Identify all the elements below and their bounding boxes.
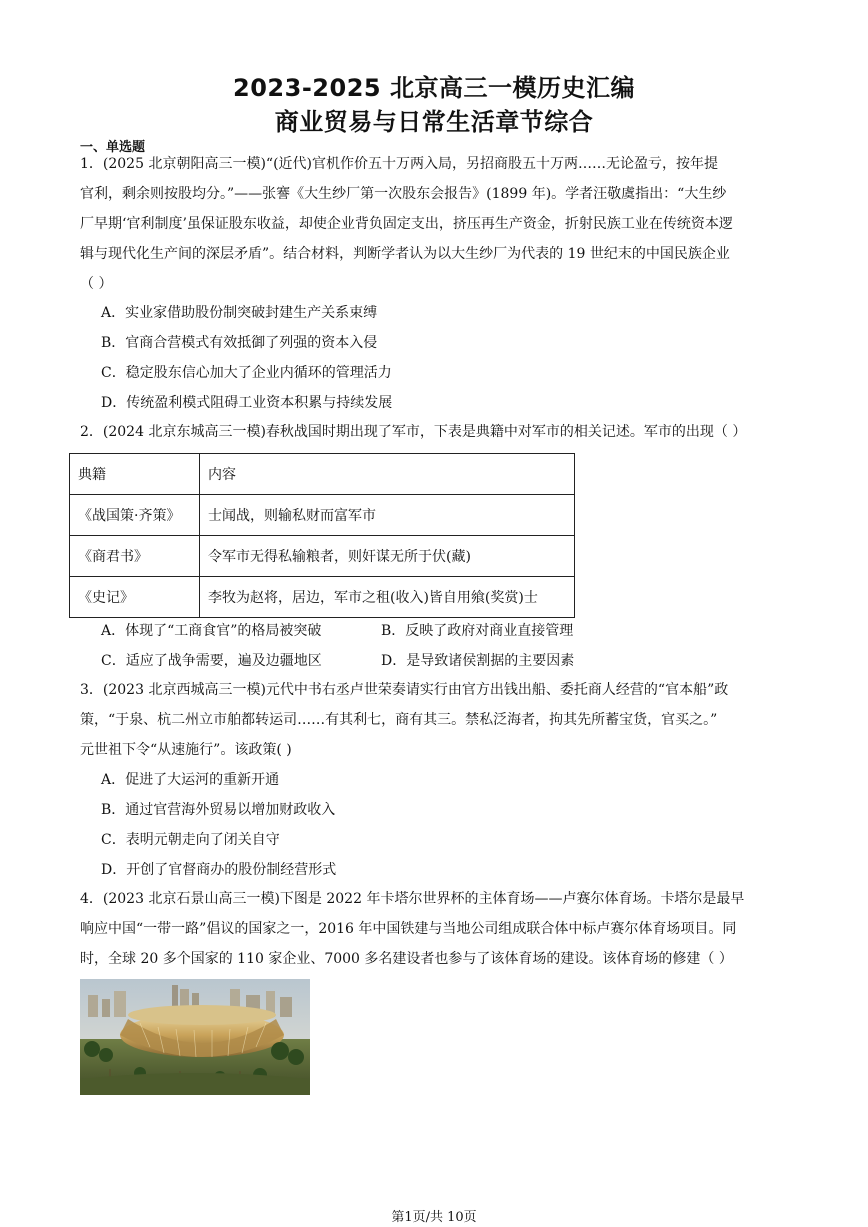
table-cell: 令军市无得私输粮者，则奸谋无所于伏(藏)	[200, 536, 575, 577]
document-title: 2023-2025 北京高三一模历史汇编	[233, 74, 635, 102]
q1-line: （ ）	[80, 276, 113, 292]
q1-line: 1．(2025 北京朝阳高三一模)“(近代)官机作价五十万两入局，另招商股五十万两……无论盈亏，按年提	[80, 156, 718, 172]
q1-line: 官利，剩余则按股均分。”——张謇《大生纱厂第一次股东会报告》(1899 年)。学者汪敬虞指出：“大生纱	[80, 186, 727, 202]
question-3-stem	[80, 675, 788, 765]
table-header-cell: 典籍	[70, 454, 200, 495]
q1-option-c: C．稳定股东信心加大了企业内循环的管理活力	[101, 365, 392, 381]
table-cell: 《战国策·齐策》	[70, 495, 200, 536]
q1-option-d: D．传统盈利模式阻碍工业资本积累与持续发展	[101, 395, 393, 411]
q3-option-a: A．促进了大运河的重新开通	[101, 772, 280, 788]
table-row	[70, 495, 575, 536]
q3-option-c: C．表明元朝走向了闭关自守	[101, 832, 280, 848]
table-cell: 《商君书》	[70, 536, 200, 577]
q2-table	[69, 453, 575, 618]
page-number: 第1页/共 10页	[391, 1210, 477, 1225]
table-header-row	[70, 454, 575, 495]
q4-line: 4．(2023 北京石景山高三一模)下图是 2022 年卡塔尔世界杯的主体育场——卢赛尔体育场。卡塔尔是最早	[80, 891, 745, 907]
question-2-stem: 2．(2024 北京东城高三一模)春秋战国时期出现了军市，下表是典籍中对军市的相关记述。军市的出现（ ）	[80, 424, 747, 440]
section-heading: 一、单选题	[80, 140, 146, 155]
question-4-stem	[80, 884, 788, 974]
q2-option-c: C．适应了战争需要，遍及边疆地区	[101, 653, 322, 669]
table-row	[70, 536, 575, 577]
q1-line: 厂早期‘官利制度’虽保证股东收益，却使企业背负固定支出，挤压再生产资金，折射民族工业在传统资本逻	[80, 216, 733, 232]
q4-line: 响应中国“一带一路”倡议的国家之一，2016 年中国铁建与当地公司组成联合体中标卢赛尔体育场项目。同	[80, 921, 737, 937]
q3-line: 策，“于泉、杭二州立市舶都转运司……有其利七，商有其三。禁私泛海者，拘其先所蓄宝货，官买之。”	[80, 712, 718, 728]
q3-line: 3．(2023 北京西城高三一模)元代中书右丞卢世荣奏请实行由官方出钱出船、委托商人经营的“官本船”政	[80, 682, 729, 698]
q2-option-a: A．体现了“工商食官”的格局被突破	[101, 623, 322, 639]
q4-line: 时，全球 20 多个国家的 110 家企业、7000 多名建设者也参与了该体育场的建设。该体育场的修建（ ）	[80, 951, 733, 967]
table-cell: 《史记》	[70, 577, 200, 618]
q1-option-a: A．实业家借助股份制突破封建生产关系束缚	[101, 305, 378, 321]
stadium-photo	[80, 979, 310, 1095]
q1-option-b: B．官商合营模式有效抵御了列强的资本入侵	[101, 335, 378, 351]
q3-line: 元世祖下令“从速施行”。该政策( )	[80, 742, 292, 758]
table-cell: 士闻战，则输私财而富军市	[200, 495, 575, 536]
question-1-stem	[80, 149, 788, 299]
q2-option-b: B．反映了政府对商业直接管理	[381, 623, 574, 639]
q1-line: 辑与现代化生产间的深层矛盾”。结合材料，判断学者认为以大生纱厂为代表的 19 世纪末的中国民族企业	[80, 246, 730, 262]
document-subtitle: 商业贸易与日常生活章节综合	[274, 108, 594, 136]
table-cell: 李牧为赵将，居边，军市之租(收入)皆自用飨(奖赏)士	[200, 577, 575, 618]
q3-option-d: D．开创了官督商办的股份制经营形式	[101, 862, 337, 878]
table-row	[70, 577, 575, 618]
q3-option-b: B．通过官营海外贸易以增加财政收入	[101, 802, 336, 818]
table-header-cell: 内容	[200, 454, 575, 495]
q2-option-d: D．是导致诸侯割据的主要因素	[381, 653, 575, 669]
